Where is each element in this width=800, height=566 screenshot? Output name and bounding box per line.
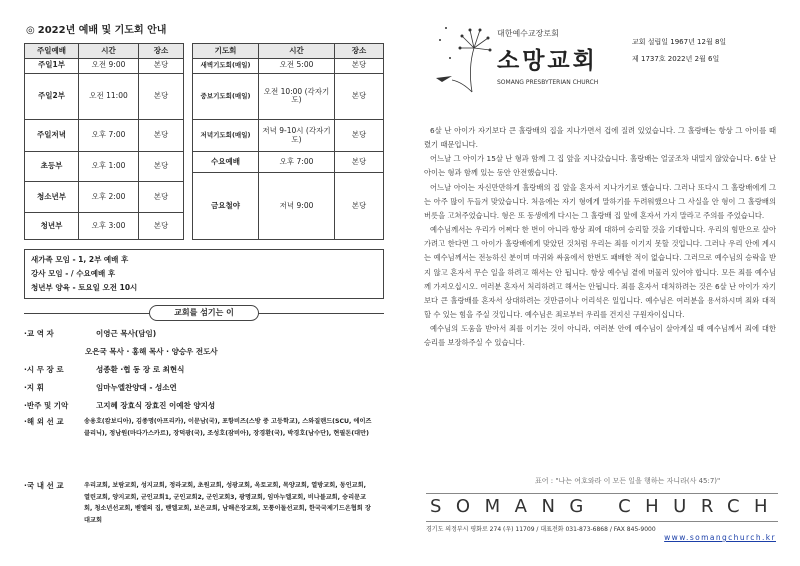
pastor-value: 이영근 목사(담임) xyxy=(96,329,157,338)
service-place: 본당 xyxy=(139,120,184,152)
table-header: 장소 xyxy=(139,44,184,59)
table-header: 시간 xyxy=(259,44,335,59)
service-name: 주일1부 xyxy=(25,58,79,73)
pastor-extra: 오은국 목사 · 홍해 목사 · 양승우 전도사 xyxy=(85,347,218,356)
overseas-value: 송용호(캄보디아), 김종명(아프리카), 이문남(국), 포항비즈(스방 중 고등학교), 스와질랜드(SCU, 에이즈클리닉), 정남원(마다가스카르), 장덕광(국), 조성호(잠비아), 장경환(국), 박경호(남수단), 현필돈(대만) xyxy=(84,418,372,437)
meeting-place: 본당 xyxy=(335,152,384,173)
church-address: 경기도 의정부시 평화로 274 (우) 11709 / 대표전화 031-873-6868 / FAX 845-9000 xyxy=(426,526,656,533)
sermon-article xyxy=(424,124,776,351)
meeting-time: 오전 5:00 xyxy=(259,58,335,73)
accompanist-row xyxy=(24,400,215,412)
notice-line: 강사 모임 - / 수요예배 후 xyxy=(31,269,116,278)
meeting-place: 본당 xyxy=(335,73,384,120)
meeting-time: 저녁 9-10시 (각자기도) xyxy=(259,120,335,152)
service-name: 청년부 xyxy=(25,213,79,240)
table-header: 주일예배 xyxy=(25,44,79,59)
service-place: 본당 xyxy=(139,152,184,182)
service-time: 오후 3:00 xyxy=(79,213,139,240)
table-row xyxy=(25,152,184,182)
service-place: 본당 xyxy=(139,181,184,213)
motto: 표어 : "나는 여호와라 이 모든 일을 행하는 자니라(사 45:7)" xyxy=(535,477,721,485)
elder-row xyxy=(24,364,184,376)
table-row xyxy=(25,73,184,120)
choir-label: ·지 휘 xyxy=(24,383,44,392)
meeting-time: 오전 10:00 (각자기도) xyxy=(259,73,335,120)
prayer-meeting-table xyxy=(192,43,384,240)
article-paragraph: 예수님께서는 우리가 어쩌다 한 번이 아니라 항상 죄에 대하여 승리할 것을 기대합니다. 우리의 힘만으로 살아가려고 한다면 그 아이가 홀랑배에게 맞았던 것처럼 우리는 죄를 이기지 못할 것입니다. 그러나 우리 안에 계시는 예수님께서는 전능하신 분이며 마귀와 싸움에서 한번도 패배한 적이 없습니다. 그러므로 예수님의 승락을 받지 않고 혼자서 무슨 일을 하려고 해서는 안 됩니다. 항상 예수님 곁에 머물러 있어야 합니다. 모든 죄를 예수님께 가져오십시오. 여러분 혼자서 처리하려고 해서는 안됩니다. 죄를 혼자서 대처하려는 것은 6살 난 아이가 자기보다 큰 홀랑배를 혼자서 상대하려는 것만큼이나 어리석은 일입니다. 예수님은 여러분을 용서하시며 죄와 대적할 수 있는 힘을 주실 것입니다. 예수님은 죄로부터 우리를 건지신 구원자이십니다. xyxy=(424,225,776,320)
article-paragraph: 6살 난 아이가 자기보다 큰 홀랑배의 집을 지나가면서 겁에 질려 있었습니다. 그 홀랑배는 항상 그 아이를 때렸기 때문입니다. xyxy=(424,126,776,150)
church-name-banner: SOMANG CHURCH xyxy=(430,496,783,517)
schedule-bullet: ◎ xyxy=(26,25,35,36)
church-title: 소망교회 xyxy=(497,47,598,74)
meeting-name: 금요철야 xyxy=(193,173,259,240)
schedule-title xyxy=(24,23,166,38)
table-row xyxy=(193,120,384,152)
service-place: 본당 xyxy=(139,213,184,240)
servants-heading-label: 교회를 섬기는 이 xyxy=(149,305,259,321)
service-time: 오후 1:00 xyxy=(79,152,139,182)
notice-line: 새가족 모임 - 1, 2부 예배 후 xyxy=(31,255,129,264)
right-page xyxy=(420,6,783,560)
choir-row xyxy=(24,382,177,394)
service-name: 주일저녁 xyxy=(25,120,79,152)
meeting-name: 수요예배 xyxy=(193,152,259,173)
divider xyxy=(426,493,778,494)
accompanist-value: 고지혜 장효식 장효진 이예찬 양지성 xyxy=(96,401,216,410)
issue-number: 제 1737호 2022년 2월 6일 xyxy=(632,55,720,63)
domestic-value: 우리교회, 보람교회, 성지교회, 정라교회, 초원교회, 성광교회, 옥토교회, 목양교회, 열방교회, 동인교회, 열린교회, 양지교회, 군인교회1, 군인교회2, 군인교회3, 광명교회, 임마누엘교회, 비나블교회, 승리문교회, 청소년선교회, 벧엘의 집, 벧엘교회, 보은교회, 남해은장교회, 모퉁이돌선교회, 한국국제기드온협회 장대교회 xyxy=(84,482,371,524)
meeting-time: 저녁 9:00 xyxy=(259,173,335,240)
website-link[interactable]: www.somangchurch.kr xyxy=(664,533,776,542)
elder-label: ·시 무 장 로 xyxy=(24,365,64,374)
overseas-mission xyxy=(24,416,384,476)
schedule-title-text: 2022년 예배 및 기도회 안내 xyxy=(37,25,167,36)
service-time: 오전 11:00 xyxy=(79,73,139,120)
notice-line: 청년부 양육 - 토요일 오전 10시 xyxy=(31,283,138,292)
service-time: 오후 7:00 xyxy=(79,120,139,152)
accompanist-label: ·반주 및 기악 xyxy=(24,401,69,410)
service-place: 본당 xyxy=(139,58,184,73)
table-row xyxy=(193,152,384,173)
table-row xyxy=(193,58,384,73)
meeting-name: 저녁기도회(매일) xyxy=(193,120,259,152)
domestic-label: ·국 내 선 교 xyxy=(24,481,64,490)
table-header: 기도회 xyxy=(193,44,259,59)
meeting-name: 새벽기도회(매일) xyxy=(193,58,259,73)
table-row xyxy=(193,173,384,240)
choir-value: 임마누엘찬양대 - 성소연 xyxy=(96,383,177,392)
service-place: 본당 xyxy=(139,73,184,120)
table-row xyxy=(25,58,184,73)
table-header: 장소 xyxy=(335,44,384,59)
divider xyxy=(426,521,778,522)
article-paragraph: 어느날 아이는 자신만만하게 홀랑배의 집 앞을 혼자서 지나가기로 했습니다. 그러나 또다시 그 홀랑배에게 그는 아주 많이 두들겨 맞았습니다. 처음에는 자기 형에게 말하기를 두려워했으나 그 사실을 안 형이 그 홀랑배의 버릇을 고쳐주었습니다. 형은 또 동생에게 다시는 그 홀랑배 집 앞에 혼자서 가지 말라고 주의를 주었습니다. xyxy=(424,182,776,220)
domestic-mission xyxy=(24,480,384,550)
meeting-place: 본당 xyxy=(335,120,384,152)
founded-date: 교회 설립일 1967년 12월 8일 xyxy=(632,38,727,46)
sunday-worship-table xyxy=(24,43,184,240)
meeting-place: 본당 xyxy=(335,58,384,73)
table-row xyxy=(25,120,184,152)
left-page xyxy=(24,6,384,560)
pastor-label: ·교 역 자 xyxy=(24,329,54,338)
table-row xyxy=(193,73,384,120)
service-name: 주일2부 xyxy=(25,73,79,120)
meeting-time: 오후 7:00 xyxy=(259,152,335,173)
service-time: 오후 2:00 xyxy=(79,181,139,213)
meeting-place: 본당 xyxy=(335,173,384,240)
service-name: 청소년부 xyxy=(25,181,79,213)
denomination-label: 대한예수교장로회 xyxy=(497,29,559,38)
meeting-name: 중보기도회(매일) xyxy=(193,73,259,120)
article-paragraph: 예수님의 도움을 받아서 죄를 이기는 것이 아니라, 여러분 안에 예수님이 살아계실 때 예수님께서 죄에 대한 승리를 보장하주실 수 있습니다. xyxy=(424,324,776,348)
service-time: 오전 9:00 xyxy=(79,58,139,73)
servants-heading xyxy=(24,305,384,321)
overseas-label: ·해 외 선 교 xyxy=(24,417,64,426)
church-title-en: SOMANG PRESBYTERIAN CHURCH xyxy=(497,79,599,86)
table-row xyxy=(25,213,184,240)
pastor-row xyxy=(24,328,156,340)
table-header: 시간 xyxy=(79,44,139,59)
dandelion-icon xyxy=(432,18,496,98)
elder-value: 성종환 ·협 동 장 로 최현식 xyxy=(96,365,185,374)
table-row xyxy=(25,181,184,213)
article-paragraph: 어느날 그 아이가 15살 난 형과 함께 그 집 앞을 지나갔습니다. 홀랑배는 얼굴조차 내밀지 않았습니다. 6살 난 아이는 형과 함께 있는 동안 안전했습니다. xyxy=(424,154,776,178)
notice-box xyxy=(24,249,384,299)
church-logo xyxy=(432,18,612,98)
bulletin-meta xyxy=(632,34,726,68)
service-name: 초등부 xyxy=(25,152,79,182)
